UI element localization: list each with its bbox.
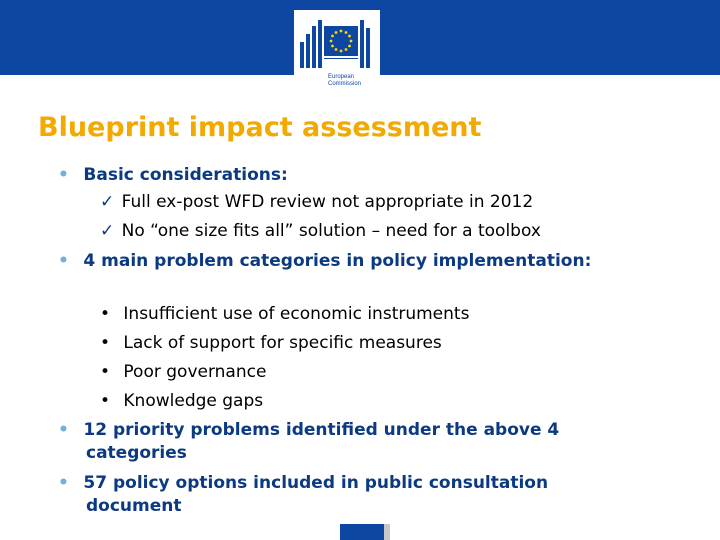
bullet-basic-considerations xyxy=(58,163,288,187)
bullet-dot-icon: • xyxy=(58,420,69,440)
bullet-dot-icon: • xyxy=(58,473,69,493)
sub-item-text: Poor governance xyxy=(123,362,267,382)
bullet-priority-problems-cont: categories xyxy=(86,443,187,463)
sub-item-text: Lack of support for specific measures xyxy=(123,333,442,353)
bullet-dot-icon: • xyxy=(100,333,111,353)
bullet-dot-icon: • xyxy=(100,391,111,411)
slide-title: Blueprint impact assessment xyxy=(38,112,482,143)
checkmark-icon: ✓ xyxy=(100,221,115,241)
sub-item-text: Full ex-post WFD review not appropriate in 2012 xyxy=(121,192,534,212)
sub-item-3 xyxy=(100,360,266,384)
bullet-dot-icon: • xyxy=(58,251,69,271)
sub-item-2 xyxy=(100,331,442,355)
bullet-dot-icon: • xyxy=(100,304,111,324)
sub-item-check-1 xyxy=(100,190,533,214)
checkmark-icon: ✓ xyxy=(100,192,115,212)
bullet-priority-problems xyxy=(58,418,559,442)
bullet-dot-icon: • xyxy=(100,362,111,382)
bullet-policy-options xyxy=(58,471,548,495)
logo-line-european: European xyxy=(328,74,355,80)
sub-item-text: Insufficient use of economic instruments xyxy=(123,304,470,324)
sub-item-text: No “one size fits all” solution – need for a toolbox xyxy=(121,221,541,241)
bullet-text: Basic considerations: xyxy=(83,165,288,185)
bullet-text: 57 policy options included in public consultation xyxy=(83,473,549,493)
sub-item-text: Knowledge gaps xyxy=(123,391,264,411)
bullet-problem-categories xyxy=(58,249,591,273)
sub-item-check-2 xyxy=(100,219,541,243)
bullet-dot-icon: • xyxy=(58,165,69,185)
bullet-policy-options-cont: document xyxy=(86,496,182,516)
footer-decoration-shadow xyxy=(384,524,390,540)
footer-decoration xyxy=(340,524,384,540)
bullet-text: 12 priority problems identified under the above 4 xyxy=(83,420,560,440)
bullet-text: 4 main problem categories in policy implementation: xyxy=(83,251,592,271)
logo-line-commission: Commission xyxy=(328,81,362,87)
sub-item-4 xyxy=(100,389,263,413)
sub-item-1 xyxy=(100,302,469,326)
